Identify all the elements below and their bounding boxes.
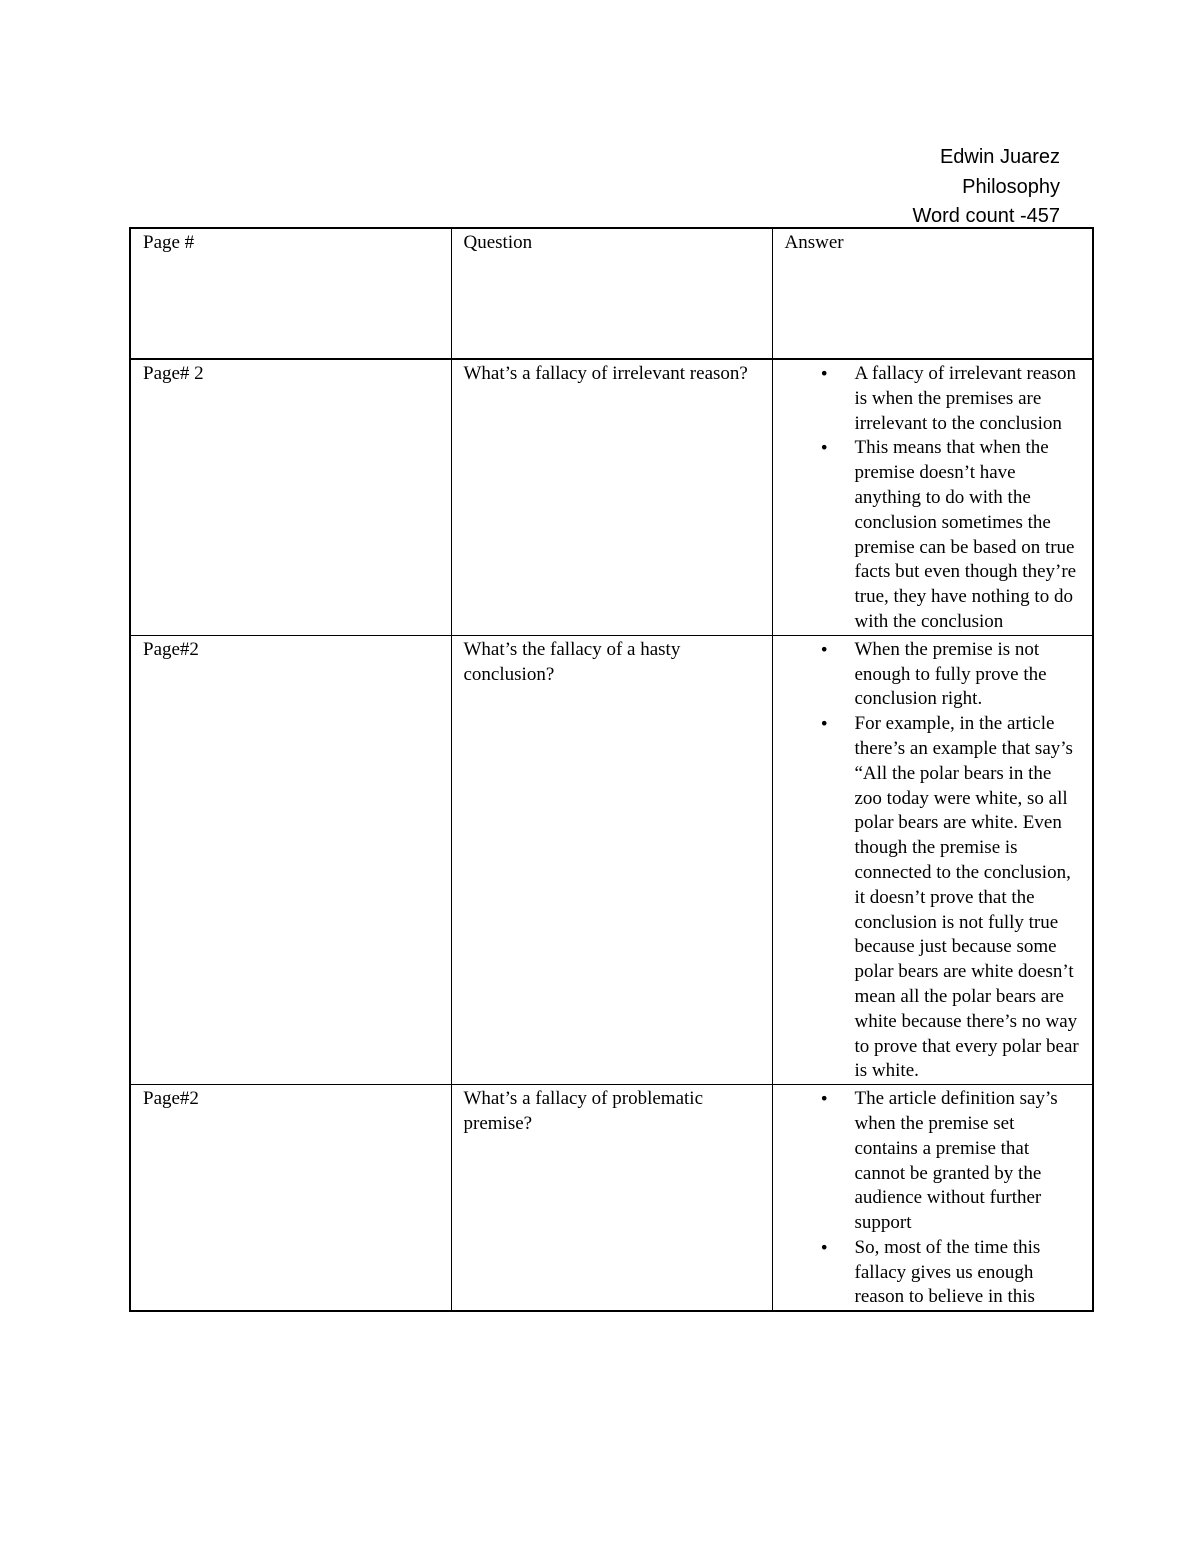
word-count: Word count -457 xyxy=(912,205,1060,227)
answer-text: So, most of the time this fallacy gives us enough reason to believe in this xyxy=(854,1236,1041,1308)
bullet-icon: • xyxy=(819,364,829,383)
course-name: Philosophy xyxy=(962,175,1060,198)
answer-text: This means that when the premise doesn’t have anything to do with the conclusion sometimes the premise can be based on true facts but even though they’re true, they have nothing to do with the conclusion xyxy=(854,437,1077,632)
bullet-icon: • xyxy=(819,438,829,458)
list-item xyxy=(819,436,1081,634)
table-row xyxy=(130,635,1093,1084)
bullet-icon: • xyxy=(819,1237,829,1257)
page-cell: Page# 2 xyxy=(130,359,451,635)
qa-table xyxy=(129,227,1094,1312)
answer-cell xyxy=(772,1085,1093,1312)
bullet-icon: • xyxy=(819,714,829,734)
table-row xyxy=(130,1085,1093,1312)
answer-list xyxy=(785,362,1081,635)
answer-text: When the premise is not enough to fully prove the conclusion right. xyxy=(854,638,1047,710)
column-header-answer: Answer xyxy=(772,228,1093,359)
list-item xyxy=(819,712,1081,1084)
table-header-row xyxy=(130,228,1093,359)
answer-cell xyxy=(772,635,1093,1084)
page-cell: Page#2 xyxy=(130,635,451,1084)
table-row xyxy=(130,359,1093,635)
question-cell: What’s a fallacy of irrelevant reason? xyxy=(451,359,772,635)
bullet-icon: • xyxy=(819,639,829,659)
answer-text: The article definition say’s when the premise set contains a premise that cannot be granted by the audience without further support xyxy=(854,1088,1058,1234)
answer-list xyxy=(785,1087,1081,1310)
answer-cell xyxy=(772,359,1093,635)
list-item xyxy=(819,638,1081,712)
list-item xyxy=(819,1236,1081,1310)
column-header-question: Question xyxy=(451,228,772,359)
document-header xyxy=(913,143,1061,232)
question-cell: What’s a fallacy of problematic premise? xyxy=(451,1085,772,1312)
list-item xyxy=(819,1087,1081,1236)
column-header-page: Page # xyxy=(130,228,451,359)
page-cell: Page#2 xyxy=(130,1085,451,1312)
answer-text: A fallacy of irrelevant reason is when the premises are irrelevant to the conclusion xyxy=(854,363,1077,434)
answer-text: For example, in the article there’s an example that say’s “All the polar bears in the zoo today were white, so all polar bears are white. Even though the premise is connected to the conclusion, it doesn’t prove that the conclusion is not fully true because just because some polar bears are white doesn’t mean all the polar bears are white because there’s no way to prove that every polar bear is white. xyxy=(854,713,1079,1082)
answer-list xyxy=(785,638,1081,1084)
author-name: Edwin Juarez xyxy=(939,146,1060,168)
question-cell: What’s the fallacy of a hasty conclusion? xyxy=(451,635,772,1084)
list-item xyxy=(819,362,1081,436)
bullet-icon: • xyxy=(819,1089,829,1109)
